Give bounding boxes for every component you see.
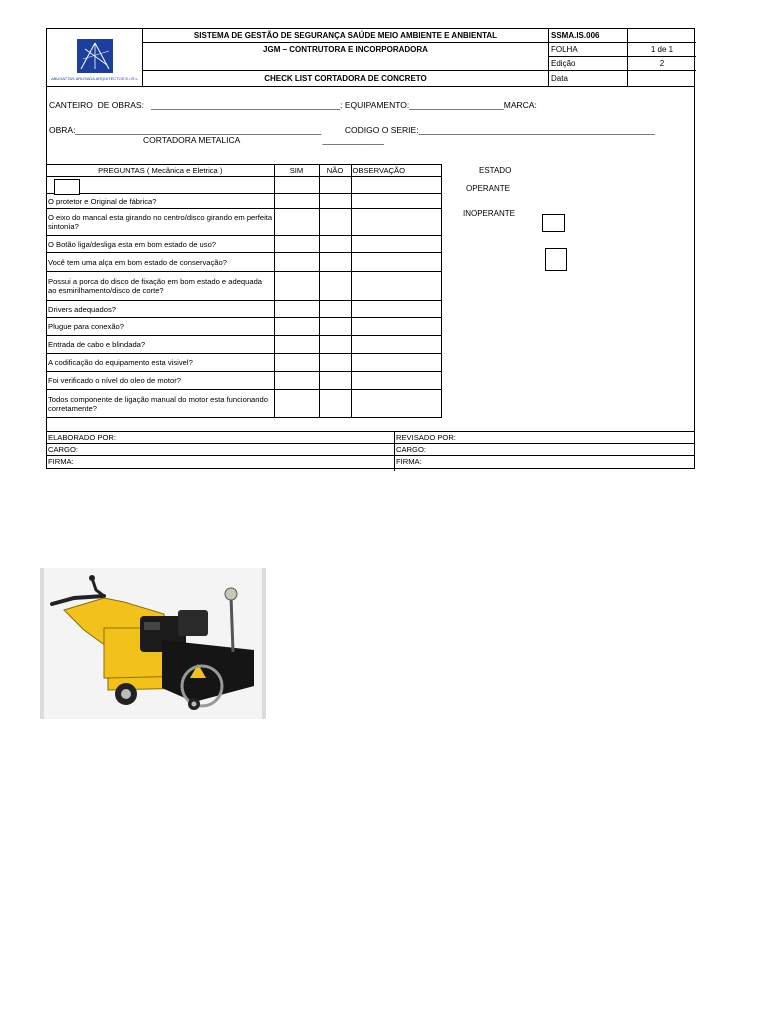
table-row: [47, 336, 441, 354]
answer-nao[interactable]: [319, 390, 351, 418]
answer-observacao[interactable]: [351, 194, 441, 209]
answer-nao[interactable]: [319, 177, 351, 194]
cortadora-line: CORTADORA METALICA _____________: [143, 135, 384, 145]
footer-divider: [394, 432, 395, 471]
table-row: [47, 253, 441, 272]
table-row: [47, 372, 441, 390]
question-text: Foi verificado o nível do oleo de motor?: [47, 372, 274, 390]
question-text: A codificação do equipamento esta visivel?: [47, 354, 274, 372]
answer-sim[interactable]: [274, 253, 319, 272]
col-nao: NÃO: [319, 165, 351, 177]
question-text: Entrada de cabo e blindada?: [47, 336, 274, 354]
system-title: SISTEMA DE GESTÃO DE SEGURANÇA SAÚDE MEIO AMBIENTE E ANBIENTAL: [143, 29, 549, 43]
answer-sim[interactable]: [274, 390, 319, 418]
firma-left-label[interactable]: FIRMA:: [48, 457, 74, 466]
checklist-form: [46, 28, 695, 469]
col-preguntas: PREGUNTAS ( Mecânica e Eletrica ): [47, 165, 274, 177]
col-observacao: OBSERVAÇÃO: [351, 165, 441, 177]
table-row: [47, 209, 441, 236]
answer-sim[interactable]: [274, 209, 319, 236]
col-sim: SIM: [274, 165, 319, 177]
footer-row-elaborado: [47, 432, 694, 444]
canteiro-line[interactable]: CANTEIRO DE OBRAS: ________________________________________: EQUIPAMENTO:____________________MARCA:: [49, 100, 537, 110]
firma-right-label[interactable]: FIRMA:: [396, 457, 422, 466]
inoperante-checkbox[interactable]: [545, 248, 567, 271]
estado-inoperante-label: INOPERANTE: [463, 209, 516, 218]
question-text: O Botão liga/desliga esta em bom estado de uso?: [47, 236, 274, 253]
data-value-field[interactable]: [628, 71, 696, 87]
table-row: [47, 390, 441, 418]
question-text: Drivers adequados?: [47, 301, 274, 318]
concrete-cutter-photo: [40, 568, 266, 719]
answer-sim[interactable]: [274, 354, 319, 372]
checklist-title: CHECK LIST CORTADORA DE CONCRETO: [143, 71, 549, 87]
answer-sim[interactable]: [274, 177, 319, 194]
answer-sim[interactable]: [274, 372, 319, 390]
answer-observacao[interactable]: [351, 336, 441, 354]
answer-nao[interactable]: [319, 194, 351, 209]
answer-observacao[interactable]: [351, 236, 441, 253]
answer-observacao[interactable]: [351, 354, 441, 372]
table-row: [47, 354, 441, 372]
answer-nao[interactable]: [319, 236, 351, 253]
estado-operante-label: OPERANTE: [466, 184, 511, 193]
folha-label: FOLHA: [549, 43, 628, 57]
question-text: Você tem uma alça em bom estado de conservação?: [47, 253, 274, 272]
question-text: Todos componente de ligação manual do motor esta funcionando corretamente?: [47, 390, 274, 418]
answer-observacao[interactable]: [351, 177, 441, 194]
revisado-label[interactable]: REVISADO POR:: [396, 433, 456, 442]
answer-observacao[interactable]: [351, 390, 441, 418]
question-text: Plugue para conexão?: [47, 318, 274, 336]
blank-checkbox[interactable]: [54, 179, 80, 195]
question-blank: [47, 177, 274, 194]
answer-nao[interactable]: [319, 336, 351, 354]
answer-nao[interactable]: [319, 318, 351, 336]
logo-caption: ABUGATTAS ARUSADA ARQUITECTOS E.I.R.L.: [51, 76, 139, 81]
answer-observacao[interactable]: [351, 272, 441, 301]
answer-sim[interactable]: [274, 236, 319, 253]
table-row: [47, 236, 441, 253]
footer-row-firma: [47, 456, 694, 468]
doc-code: SSMA.IS.006: [549, 29, 628, 43]
answer-nao[interactable]: [319, 372, 351, 390]
answer-sim[interactable]: [274, 336, 319, 354]
question-text: Possui a porca do disco de fixação em bom estado e adequada ao esmirilhamento/disco de corte?: [47, 272, 274, 301]
answer-observacao[interactable]: [351, 301, 441, 318]
question-text: O eixo do mancal esta girando no centro/disco girando em perfeita sintonía?: [47, 209, 274, 236]
form-header: [47, 29, 694, 87]
answer-sim[interactable]: [274, 301, 319, 318]
question-text: O protetor e Original de fábrica?: [47, 194, 274, 209]
obra-line[interactable]: OBRA:____________________________________________________ CODIGO O SERIE:__________________________________________________: [49, 125, 655, 135]
edicao-label: Edição: [549, 57, 628, 71]
answer-observacao[interactable]: [351, 209, 441, 236]
company-logo: [47, 29, 143, 87]
table-row: [47, 318, 441, 336]
table-header-row: [47, 165, 441, 177]
answer-observacao[interactable]: [351, 372, 441, 390]
answer-nao[interactable]: [319, 354, 351, 372]
operante-checkbox[interactable]: [542, 214, 565, 232]
answer-sim[interactable]: [274, 272, 319, 301]
estado-title: ESTADO: [479, 166, 512, 175]
doc-code-blank: [628, 29, 696, 43]
data-label: Data: [549, 71, 628, 87]
answer-sim[interactable]: [274, 194, 319, 209]
edicao-value: 2: [628, 57, 696, 71]
answer-nao[interactable]: [319, 301, 351, 318]
footer-row-cargo: [47, 444, 694, 456]
folha-value: 1 de 1: [628, 43, 696, 57]
answer-nao[interactable]: [319, 272, 351, 301]
answer-observacao[interactable]: [351, 253, 441, 272]
table-row: [47, 194, 441, 209]
table-row: [47, 301, 441, 318]
form-footer: [47, 431, 694, 470]
table-row: [47, 272, 441, 301]
answer-sim[interactable]: [274, 318, 319, 336]
elaborado-label[interactable]: ELABORADO POR:: [48, 433, 116, 442]
answer-observacao[interactable]: [351, 318, 441, 336]
table-row-blank: [47, 177, 441, 194]
company-name: JGM – CONTRUTORA E INCORPORADORA: [143, 43, 549, 71]
cargo-right-label[interactable]: CARGO:: [396, 445, 426, 454]
answer-nao[interactable]: [319, 209, 351, 236]
cargo-left-label[interactable]: CARGO:: [48, 445, 78, 454]
questions-table: [47, 164, 442, 418]
logo-mark-icon: [77, 39, 113, 73]
answer-nao[interactable]: [319, 253, 351, 272]
